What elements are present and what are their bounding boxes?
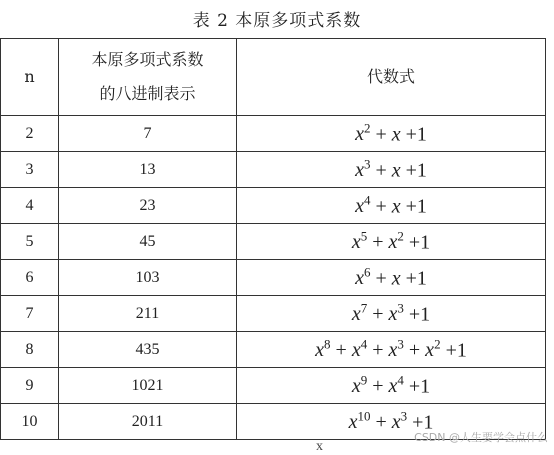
poly-exponent: 2 xyxy=(434,336,441,352)
poly-term: + $x^3$ xyxy=(375,408,408,434)
cell-octal: 435 xyxy=(59,332,237,368)
poly-exponent: 2 xyxy=(363,120,371,136)
cell-octal: 103 xyxy=(59,260,237,296)
poly-exponent: 9 xyxy=(360,372,368,388)
table-row xyxy=(1,116,546,152)
cell-polynomial xyxy=(237,224,546,260)
poly-exponent: 4 xyxy=(360,336,368,352)
cell-n: 5 xyxy=(1,224,59,260)
table-row xyxy=(1,332,546,368)
poly-exponent: 3 xyxy=(397,336,404,352)
cell-polynomial xyxy=(237,368,546,404)
header-n: n xyxy=(1,39,59,116)
cell-polynomial xyxy=(237,188,546,224)
poly-exponent: 3 xyxy=(400,408,408,424)
header-octal xyxy=(59,39,237,116)
table-caption: 表 2 本原多项式系数 xyxy=(192,11,362,31)
cell-n: 6 xyxy=(1,260,59,296)
poly-exponent: 4 xyxy=(363,192,371,208)
poly-exponent: 4 xyxy=(397,372,404,388)
cell-polynomial xyxy=(237,116,546,152)
poly-term: +1 xyxy=(445,339,467,362)
poly-term: + x xyxy=(375,195,401,218)
cell-octal: 2011 xyxy=(59,404,237,440)
poly-term: +1 xyxy=(408,375,431,398)
header-octal-text: 本原多项式系数的八进制表示 xyxy=(91,50,204,103)
cell-n: 2 xyxy=(1,116,59,152)
cell-polynomial xyxy=(237,260,546,296)
primitive-polynomial-table xyxy=(0,38,546,440)
poly-term: + $x^4$ xyxy=(372,372,404,398)
cell-n: 3 xyxy=(1,152,59,188)
cut-off-fragment: x xyxy=(316,439,323,454)
poly-exponent: 3 xyxy=(363,156,371,172)
poly-term: +1 xyxy=(405,159,427,182)
poly-term: + $x^3$ xyxy=(372,336,404,362)
poly-term: + $x^2$ xyxy=(408,336,441,362)
poly-term: +1 xyxy=(405,123,427,146)
cell-polynomial xyxy=(237,332,546,368)
poly-term: $x^7$ xyxy=(351,300,368,326)
poly-exponent: 8 xyxy=(324,336,331,352)
poly-term: + x xyxy=(375,267,401,290)
poly-term: $x^5$ xyxy=(351,228,368,254)
poly-exponent: 3 xyxy=(397,300,404,316)
poly-term: $x^3$ xyxy=(355,156,371,182)
table-row xyxy=(1,188,546,224)
poly-term: $x^9$ xyxy=(351,372,368,398)
poly-term: + $x^3$ xyxy=(372,300,404,326)
watermark: CSDN @人生要学会点什么 xyxy=(414,431,548,444)
poly-exponent: 5 xyxy=(360,228,368,244)
poly-term: $x^4$ xyxy=(355,192,371,218)
poly-term: $x^{10}$ xyxy=(348,408,371,434)
poly-term: + $x^2$ xyxy=(372,228,404,254)
poly-term: +1 xyxy=(405,267,427,290)
poly-term: +1 xyxy=(405,195,427,218)
poly-exponent: 2 xyxy=(397,228,404,244)
poly-term: $x^2$ xyxy=(355,120,371,146)
header-poly: 代数式 xyxy=(237,39,546,116)
cell-n: 9 xyxy=(1,368,59,404)
poly-term: +1 xyxy=(412,411,434,434)
poly-term: + x xyxy=(375,123,401,146)
cell-octal: 211 xyxy=(59,296,237,332)
poly-exponent: 10 xyxy=(357,408,371,424)
poly-term: + $x^4$ xyxy=(335,336,368,362)
cell-n: 7 xyxy=(1,296,59,332)
table-row xyxy=(1,224,546,260)
table-row xyxy=(1,152,546,188)
cell-octal: 13 xyxy=(59,152,237,188)
poly-term: $x^6$ xyxy=(355,264,371,290)
cell-octal: 1021 xyxy=(59,368,237,404)
poly-exponent: 7 xyxy=(360,300,368,316)
cell-octal: 23 xyxy=(59,188,237,224)
cell-polynomial xyxy=(237,296,546,332)
cell-n: 10 xyxy=(1,404,59,440)
cell-polynomial xyxy=(237,152,546,188)
poly-term: + x xyxy=(375,159,401,182)
table-header-row xyxy=(1,39,546,116)
poly-term: $x^8$ xyxy=(315,336,331,362)
poly-term: +1 xyxy=(408,303,431,326)
poly-term: +1 xyxy=(408,231,431,254)
table-row xyxy=(1,296,546,332)
table-row xyxy=(1,368,546,404)
table-row xyxy=(1,260,546,296)
cell-n: 8 xyxy=(1,332,59,368)
cell-n: 4 xyxy=(1,188,59,224)
poly-exponent: 6 xyxy=(363,264,371,280)
cell-octal: 7 xyxy=(59,116,237,152)
cell-octal: 45 xyxy=(59,224,237,260)
